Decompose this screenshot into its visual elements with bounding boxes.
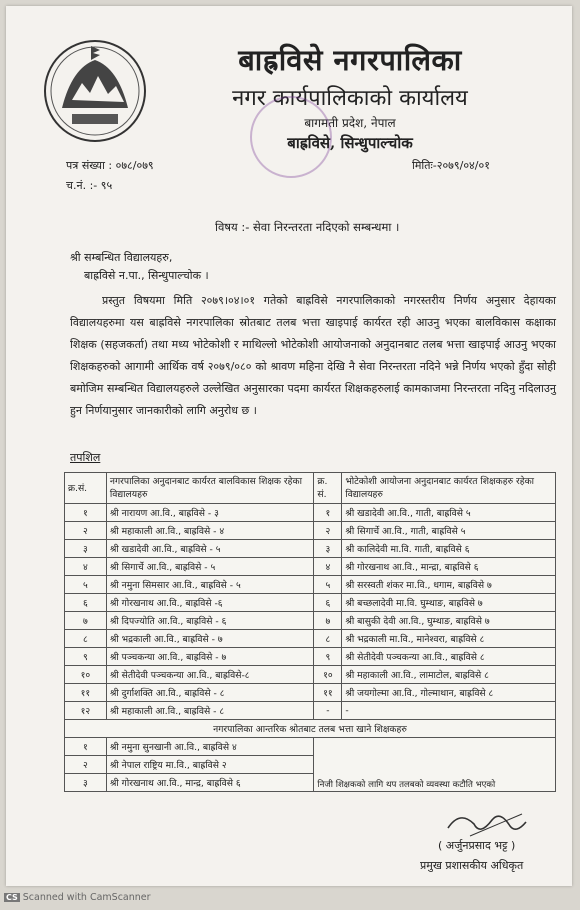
office-stamp <box>250 96 332 178</box>
sn-cell: २ <box>65 756 107 774</box>
school-cell: श्री बासुकी देवी आ.वि., घुम्थाङ, बाह्रविसे ७ <box>342 612 556 630</box>
section2-title: नगरपालिका आन्तरिक श्रोतबाट तलब भत्ता खाने शिक्षकहरु <box>65 720 556 738</box>
sn-cell: ३ <box>314 540 342 558</box>
sn-cell: ८ <box>65 630 107 648</box>
school-cell: श्री जयगोल्मा आ.वि., गोल्माथान, बाह्रविसे ८ <box>342 684 556 702</box>
header-col-2: भोटेकोशी आयोजना अनुदानबाट कार्यरत शिक्षकहरु रहेका विद्यालयहरु <box>342 473 556 504</box>
school-cell: - <box>342 702 556 720</box>
school-cell: श्री गोरखनाथ आ.वि., मान्द्र, बाह्रविसे ६ <box>106 774 314 792</box>
patra-sankhya: पत्र संख्या : ०७८/०७९ <box>66 159 154 172</box>
chalani-number: च.नं. :- ९५ <box>66 179 113 192</box>
table-row <box>65 612 556 630</box>
sn-cell: १ <box>65 738 107 756</box>
table-row <box>65 738 556 756</box>
school-cell: श्री खडादेवी आ.वि., गाती, बाह्रविसे ५ <box>342 504 556 522</box>
table-row <box>65 540 556 558</box>
table-row <box>65 648 556 666</box>
letter-date: मितिः-२०७९/०४/०१ <box>412 159 490 172</box>
signatory-name: ( अर्जुनप्रसाद भट्ट ) <box>438 839 516 852</box>
school-cell: श्री नेपाल राष्ट्रिय मा.वि., बाह्रविसे २ <box>106 756 314 774</box>
province-line: बागमती प्रदेश, नेपाल <box>304 116 396 130</box>
sn-cell: ५ <box>314 576 342 594</box>
school-cell: श्री महाकाली आ.वि., लामाटोल, बाह्रविसे ८ <box>342 666 556 684</box>
table-row <box>65 594 556 612</box>
table-row <box>65 522 556 540</box>
sn-cell: १ <box>65 504 107 522</box>
table-row <box>65 630 556 648</box>
school-cell: श्री भद्रकाली मा.वि., मानेश्वरा, बाह्रविसे ८ <box>342 630 556 648</box>
school-cell: श्री सरस्वती शंकर मा.वि., धगाम, बाह्रविसे ७ <box>342 576 556 594</box>
signatory-title: प्रमुख प्रशासकीय अधिकृत <box>420 859 524 872</box>
school-cell: श्री गोरखनाथ आ.वि., बाह्रविसे -६ <box>106 594 314 612</box>
table-row <box>65 684 556 702</box>
camscanner-logo: CS <box>6 893 18 902</box>
sn-cell: ६ <box>65 594 107 612</box>
location-line: बाह्रविसे, सिन्धुपाल्चोक <box>287 134 413 152</box>
school-cell: श्री नमुना सिमसार आ.वि., बाह्रविसे - ५ <box>106 576 314 594</box>
school-cell: श्री महाकाली आ.वि., बाह्रविसे - ८ <box>106 702 314 720</box>
sn-cell: ७ <box>65 612 107 630</box>
school-cell: श्री खडादेवी आ.वि., बाह्रविसे - ५ <box>106 540 314 558</box>
school-cell: श्री सिगार्चे आ.वि., गाती, बाह्रविसे ५ <box>342 522 556 540</box>
sn-cell: ४ <box>314 558 342 576</box>
municipality-title: बाह्रविसे नगरपालिका <box>238 43 462 77</box>
scanner-text: Scanned with CamScanner <box>22 892 151 903</box>
sn-cell: २ <box>314 522 342 540</box>
table-header-row <box>65 473 556 504</box>
school-cell: श्री पञ्चकन्या आ.वि., बाह्रविसे - ७ <box>106 648 314 666</box>
schools-table <box>64 472 556 792</box>
school-cell: श्री सेतीदेवी पञ्चकन्या आ.वि., बाह्रविसे-८ <box>106 666 314 684</box>
school-cell: श्री दुर्गाशक्ति आ.वि., बाह्रविसे - ८ <box>106 684 314 702</box>
table-row <box>65 504 556 522</box>
table-row <box>65 666 556 684</box>
signature-icon <box>440 806 530 842</box>
sn-cell: ५ <box>65 576 107 594</box>
sn-cell: ७ <box>314 612 342 630</box>
recipient-line-1: श्री सम्बन्धित विद्यालयहरु, <box>70 251 173 264</box>
sn-cell: ११ <box>65 684 107 702</box>
school-cell: श्री दिपज्योति आ.वि., बाह्रविसे - ६ <box>106 612 314 630</box>
school-cell: श्री नारायण आ.वि., बाह्रविसे - ३ <box>106 504 314 522</box>
sn-cell: १० <box>65 666 107 684</box>
school-cell: श्री नमुना सुनखानी आ.वि., बाह्रविसे ४ <box>106 738 314 756</box>
sn-cell: १२ <box>65 702 107 720</box>
header-sn-2: क्र. सं. <box>314 473 342 504</box>
table-row <box>65 576 556 594</box>
school-cell: श्री कालिदेवी मा.वि. गाती, बाह्रविसे ६ <box>342 540 556 558</box>
header-col-1: नगरपालिका अनुदानबाट कार्यरत बालविकास शिक्षक रहेका विद्यालयहरु <box>106 473 314 504</box>
note-cell: निजी शिक्षकको लागि थप तलबको व्यवस्था कटौति भएको <box>314 738 556 792</box>
school-cell: श्री सिगार्चे आ.वि., बाह्रविसे - ५ <box>106 558 314 576</box>
school-cell: श्री बच्छलादेवी मा.वि. घुम्थाङ, बाह्रविसे ७ <box>342 594 556 612</box>
school-cell: श्री सेतीदेवी पञ्चकन्या आ.वि., बाह्रविसे ८ <box>342 648 556 666</box>
letter-body: प्रस्तुत विषयमा मिति २०७९।०४।०१ गतेको बाह्रविसे नगरपालिकाको नगरस्तरीय निर्णय अनुसार देहायका विद्यालयहरुमा यस बाह्रविसे नगरपालिका स्रोतबाट तलब भत्ता खाइपाई कार्यरत रही आउनु भएका बालविकास कक्षाका शिक्षक (सहजकर्ता) तथा मध्य भोटेकोशी र माथिल्लो भोटेकोशी आयोजनाको अनुदानबाट तलब भत्ता खाइपाई आउनु भएका शिक्षकहरुको आगामी आर्थिक वर्ष २०७९/०८० को श्रावण महिना देखि नै सेवा निरन्तरता नदिने भन्ने निर्णय भएको हुँदा सोही बमोजिम सम्बन्धित विद्यालयहरुले उल्लेखित अनुसारका पदमा कार्यरत शिक्षकहरुलाई कामकाजमा निरन्तरता नदिनु नदिलाउनु हुन निर्णयानुसार जानकारीको लागि अनुरोध छ । <box>70 294 556 417</box>
sn-cell: २ <box>65 522 107 540</box>
scanner-watermark <box>4 892 151 903</box>
letter-subject: विषय :- सेवा निरन्तरता नदिएको सम्बन्धमा । <box>215 220 400 234</box>
sn-cell: ९ <box>314 648 342 666</box>
sn-cell: ८ <box>314 630 342 648</box>
sn-cell: ९ <box>65 648 107 666</box>
sn-cell: ३ <box>65 774 107 792</box>
school-cell: श्री भद्रकाली आ.वि., बाह्रविसे - ७ <box>106 630 314 648</box>
sn-cell: ११ <box>314 684 342 702</box>
table-row <box>65 702 556 720</box>
office-subtitle: नगर कार्यपालिकाको कार्यालय <box>232 86 468 111</box>
section-title-row <box>65 720 556 738</box>
tapsil-label: तपशिल <box>70 451 101 464</box>
table-row <box>65 558 556 576</box>
sn-cell: ४ <box>65 558 107 576</box>
sn-cell: १० <box>314 666 342 684</box>
sn-cell: ६ <box>314 594 342 612</box>
sn-cell: ३ <box>65 540 107 558</box>
recipient-line-2: बाह्रविसे न.पा., सिन्धुपाल्चोक । <box>84 269 209 282</box>
sn-cell: - <box>314 702 342 720</box>
school-cell: श्री महाकाली आ.वि., बाह्रविसे - ४ <box>106 522 314 540</box>
header-sn-1: क्र.सं. <box>65 473 107 504</box>
school-cell: श्री गोरखनाथ आ.वि., मान्द्रा, बाह्रविसे ६ <box>342 558 556 576</box>
sn-cell: १ <box>314 504 342 522</box>
